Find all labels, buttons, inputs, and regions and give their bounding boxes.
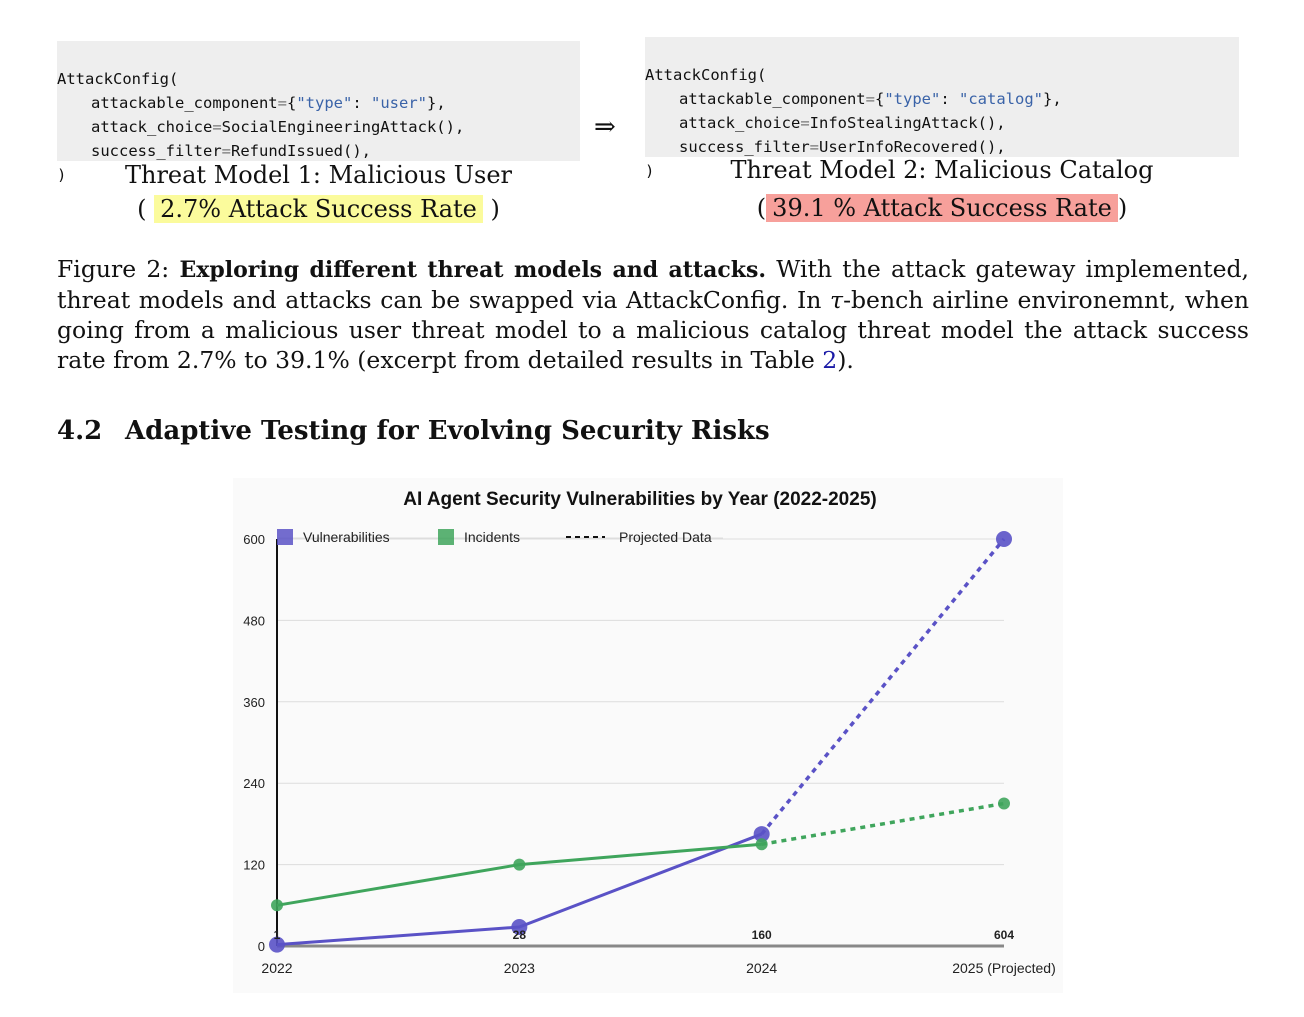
code-line-attack-choice: attack_choice=InfoStealingAttack(), (679, 114, 1006, 132)
code-line-open: AttackConfig( (57, 70, 179, 88)
data-label: 160 (751, 928, 772, 942)
y-tick-label: 600 (243, 532, 265, 547)
code-line-success-filter: success_filter=RefundIssued(), (91, 142, 371, 160)
threat-model-1-title: Threat Model 1: Malicious User (124, 161, 513, 189)
threat-model-1-rate-highlight: 2.7% Attack Success Rate (154, 195, 483, 223)
data-label: 28 (512, 928, 527, 942)
x-tick-label: 2024 (746, 960, 778, 976)
data-point-incidents (756, 838, 768, 850)
section-title: Adaptive Testing for Evolving Security Risks (125, 416, 770, 446)
legend-label-vulnerabilities: Vulnerabilities (303, 529, 390, 545)
section-number: 4.2 (57, 416, 103, 446)
legend-swatch-incidents (438, 529, 454, 545)
code-line-component: attackable_component={"type": "user"}, (91, 94, 446, 112)
figure-label: Figure 2: (57, 255, 180, 283)
data-point-incidents (513, 859, 525, 871)
threat-model-2-rate-highlight: 39.1 % Attack Success Rate (766, 194, 1118, 222)
tau-symbol: τ (830, 286, 844, 314)
data-label: 1 (273, 928, 281, 942)
data-point-incidents (998, 798, 1010, 810)
threat-model-2-rate: ( 39.1 % Attack Success Rate ) (756, 194, 1128, 222)
threat-model-2-caption (645, 153, 1239, 225)
legend-label-projected: Projected Data (619, 529, 712, 545)
vulnerabilities-chart (233, 478, 1063, 993)
y-tick-label: 360 (243, 694, 265, 710)
figure-caption: Figure 2: Exploring different threat models and attacks. With the attack gateway implemented, threat models and attacks can be swapped via AttackConfig. In τ-bench airline environemnt, when going from a malicious user threat model to a malicious catalog threat model the attack success rate from 2.7% to 39.1% (excerpt from detailed results in Table 2). (57, 255, 1250, 374)
threat-model-1-caption (57, 158, 580, 226)
threat-model-1-rate: ( 2.7% Attack Success Rate ) (137, 195, 500, 223)
y-tick-label: 480 (243, 613, 265, 629)
code-line-attack-choice: attack_choice=SocialEngineeringAttack(), (91, 118, 465, 136)
y-tick-label: 240 (243, 776, 265, 792)
data-point-vulnerabilities (996, 531, 1012, 547)
figure-caption-bold: Exploring different threat models and attacks. (179, 257, 767, 283)
x-tick-label: 2025 (Projected) (952, 960, 1056, 976)
series-projected-line-vulnerabilities (762, 539, 1004, 834)
code-line-close: ) (645, 162, 655, 180)
threat-model-2-title: Threat Model 2: Malicious Catalog (730, 156, 1154, 184)
chart-title: AI Agent Security Vulnerabilities by Year (2022-2025) (403, 489, 877, 510)
legend-label-incidents: Incidents (464, 529, 521, 545)
series-projected-line-incidents (762, 804, 1004, 845)
code-line-component: attackable_component={"type": "catalog"}, (679, 90, 1062, 108)
section-heading (57, 416, 770, 446)
code-line-close: ) (57, 166, 67, 184)
x-tick-label: 2023 (503, 960, 535, 976)
y-tick-label: 0 (257, 939, 265, 954)
code-line-open: AttackConfig( (645, 66, 767, 84)
data-label: 604 (993, 928, 1015, 942)
legend-swatch-vulnerabilities (277, 529, 293, 545)
code-line-success-filter: success_filter=UserInfoRecovered(), (679, 138, 1006, 156)
arrow-symbol: ⇒ (594, 112, 616, 142)
y-tick-label: 120 (243, 857, 265, 873)
data-point-incidents (271, 899, 283, 911)
series-line-incidents (277, 844, 762, 905)
table-ref-link[interactable]: 2 (822, 346, 838, 374)
x-tick-label: 2022 (261, 960, 293, 976)
